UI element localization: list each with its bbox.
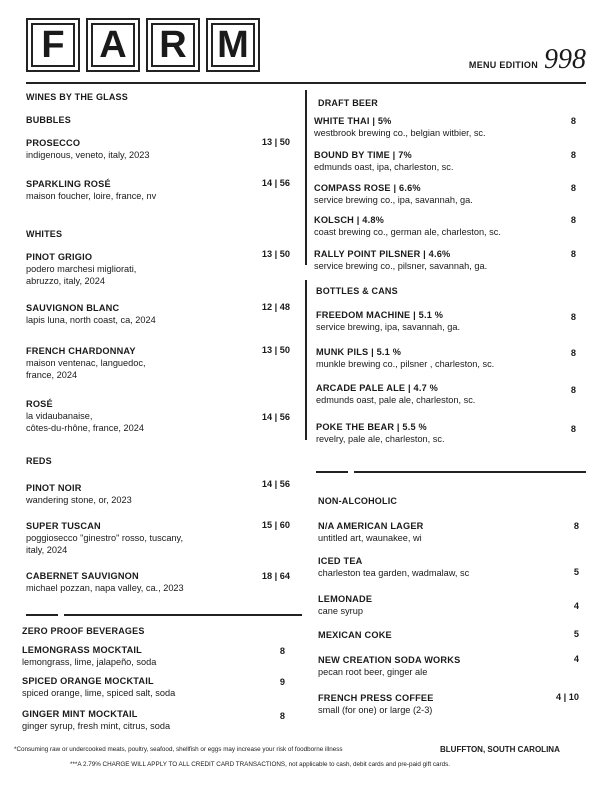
farm-logo [26,18,260,72]
item-price: 8 [570,249,576,259]
item-price: 12 | 48 [261,302,290,312]
whites-title: WHITES [26,229,63,239]
column-divider-bottom [305,280,307,440]
menu-item: SUPER TUSCAN poggiosecco "ginestro" rosso, tuscany, italy, 2024 [26,521,184,555]
item-price: 14 | 56 [261,479,290,489]
edition-number: 998 [544,44,586,75]
menu-item: CABERNET SAUVIGNON michael pozzan, napa valley, ca., 2023 [26,571,184,593]
menu-item: WHITE THAI | 5% westbrook brewing co., belgian witbier, sc. [314,116,486,138]
zero-proof-title: ZERO PROOF BEVERAGES [22,626,145,636]
menu-item: SAUVIGNON BLANC lapis luna, north coast, ca, 2024 [26,303,156,325]
item-price: 13 | 50 [261,345,290,355]
item-price: 9 [279,677,285,687]
menu-item: SPARKLING ROSÉ maison foucher, loire, france, nv [26,179,157,201]
menu-item: LEMONADE cane syrup [318,594,373,616]
left-divider-long [64,614,302,616]
menu-item: FREEDOM MACHINE | 5.1 % service brewing, ipa, savannah, ga. [316,310,461,332]
location: BLUFFTON, SOUTH CAROLINA [440,745,560,754]
item-price: 8 [570,385,576,395]
menu-item: PINOT GRIGIO podero marchesi migliorati, abruzzo, italy, 2024 [26,252,137,286]
left-divider-short [26,614,58,616]
item-price: 8 [570,348,576,358]
menu-item: GINGER MINT MOCKTAIL ginger syrup, fresh mint, citrus, soda [22,709,171,731]
header-rule [26,82,586,84]
item-price: 5 [573,567,579,577]
item-price: 8 [570,424,576,434]
menu-item: RALLY POINT PILSNER | 4.6% service brewing co., pilsner, savannah, ga. [314,249,488,271]
right-divider-short [316,471,348,473]
item-price: 5 [573,629,579,639]
item-price: 8 [279,711,285,721]
food-safety-warning: *Consuming raw or undercooked meats, poultry, seafood, shellfish or eggs may increase your risk of foodborne illness [14,746,343,753]
menu-item: MUNK PILS | 5.1 % munkle brewing co., pilsner , charleston, sc. [316,347,495,369]
menu-item: KOLSCH | 4.8% coast brewing co., german ale, charleston, sc. [314,215,501,237]
menu-item: N/A AMERICAN LAGER untitled art, waunakee, wi [318,521,424,543]
item-price: 8 [570,215,576,225]
item-price: 8 [573,521,579,531]
item-price: 4 [573,601,579,611]
menu-item: PROSECCO indigenous, veneto, italy, 2023 [26,138,150,160]
logo-tile-r: R [146,18,200,72]
item-price: 8 [570,183,576,193]
reds-title: REDS [26,456,52,466]
item-price: 13 | 50 [261,249,290,259]
menu-item: ROSÉ la vidaubanaise, côtes-du-rhône, france, 2024 [26,399,144,433]
credit-card-notice: ***A 2.79% CHARGE WILL APPLY TO ALL CREDIT CARD TRANSACTIONS, not applicable to cash, debit cards and pre-paid gift cards. [70,761,450,768]
item-price: 8 [570,150,576,160]
item-price: 8 [570,116,576,126]
menu-item: LEMONGRASS MOCKTAIL lemongrass, lime, jalapeño, soda [22,645,157,667]
menu-item: FRENCH CHARDONNAY maison ventenac, languedoc, france, 2024 [26,346,146,380]
menu-item: BOUND BY TIME | 7% edmunds oast, ipa, charleston, sc. [314,150,454,172]
item-price: 8 [279,646,285,656]
bottles-cans-title: BOTTLES & CANS [316,286,398,296]
right-divider-long [354,471,586,473]
logo-tile-a: A [86,18,140,72]
item-price: 4 [573,654,579,664]
bubbles-title: BUBBLES [26,115,71,125]
menu-edition [469,46,586,74]
item-price: 13 | 50 [261,137,290,147]
item-price: 4 | 10 [555,692,579,702]
item-price: 15 | 60 [261,520,290,530]
menu-item: ICED TEA charleston tea garden, wadmalaw, sc [318,556,470,578]
draft-beer-title: DRAFT BEER [318,98,378,108]
menu-item: POKE THE BEAR | 5.5 % revelry, pale ale, charleston, sc. [316,422,445,444]
menu-item: NEW CREATION SODA WORKS pecan root beer, ginger ale [318,655,461,677]
non-alcoholic-title: NON-ALCOHOLIC [318,496,398,506]
menu-item: ARCADE PALE ALE | 4.7 % edmunds oast, pale ale, charleston, sc. [316,383,476,405]
item-price: 18 | 64 [261,571,290,581]
menu-item: MEXICAN COKE [318,630,392,640]
menu-item: FRENCH PRESS COFFEE small (for one) or large (2-3) [318,693,434,715]
item-price: 14 | 56 [261,412,290,422]
logo-tile-m: M [206,18,260,72]
menu-item: COMPASS ROSE | 6.6% service brewing co., ipa, savannah, ga. [314,183,473,205]
menu-item: SPICED ORANGE MOCKTAIL spiced orange, lime, spiced salt, soda [22,676,176,698]
wines-title: WINES BY THE GLASS [26,92,128,102]
item-price: 14 | 56 [261,178,290,188]
logo-tile-f: F [26,18,80,72]
edition-label: MENU EDITION [468,60,538,70]
menu-item: PINOT NOIR wandering stone, or, 2023 [26,483,132,505]
item-price: 8 [570,312,576,322]
column-divider-top [305,90,307,265]
